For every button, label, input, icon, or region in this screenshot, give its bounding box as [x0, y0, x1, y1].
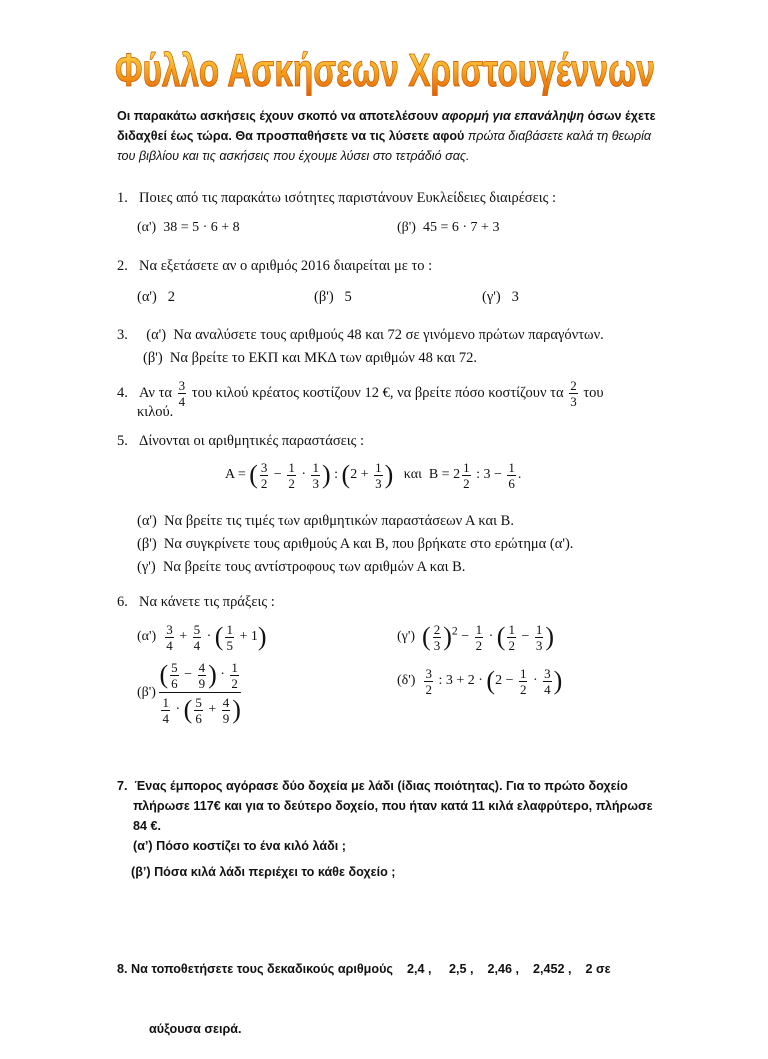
- q6-part-b: (β') ( $\frac{5}{6}$ − $\frac{4}{9}$ ) · $\frac{1}{2}$ $\frac{1}{4}$ · ( $\frac{5}{6}$ + $\frac{4}{9}$ ): [137, 659, 241, 726]
- intro-part-2: αφορμή για επανάληψη: [441, 109, 585, 123]
- question-6: [117, 594, 275, 611]
- worksheet-title: [0, 30, 768, 100]
- fraction: $\frac{3}{4}$: [178, 378, 186, 410]
- q5-part-a: (α') Να βρείτε τις τιμές των αριθμητικών παραστάσεων Α και Β.: [137, 513, 514, 529]
- question-4: 4. Αν τα $\frac{3}{4}$ του κιλού κρέατος κοστίζουν 12 €, να βρείτε πόσο κοστίζουν τα $\frac{2}{3}$ του: [117, 378, 604, 410]
- title-text: Φύλλο Ασκήσεων Χριστουγέννων: [115, 44, 655, 96]
- q6-part-a: (α') $\frac{3}{4}$ + $\frac{5}{4}$ · ( $\frac{1}{5}$ + 1): [137, 621, 267, 653]
- question-text: Ποιες από τις παρακάτω ισότητες παριστάνουν Ευκλείδειες διαιρέσεις :: [139, 190, 557, 206]
- question-text: Δίνονται οι αριθμητικές παραστάσεις :: [139, 433, 365, 449]
- question-1: [117, 190, 556, 207]
- q2-option-a: (α') 2: [137, 289, 175, 305]
- q5-part-c: (γ') Να βρείτε τους αντίστροφους των αριθμών Α και Β.: [137, 559, 466, 575]
- q7-part-a: (α’) Πόσο κοστίζει το ένα κιλό λάδι ;: [133, 839, 346, 853]
- question-number: 1.: [117, 190, 128, 206]
- question-5: [117, 433, 364, 450]
- q5-part-b: (β') Να συγκρίνετε τους αριθμούς Α και Β, που βρήκατε στο ερώτημα (α').: [137, 536, 574, 552]
- q3-part-a: Να αναλύσετε τους αριθμούς 48 και 72 σε γινόμενο πρώτων παραγόντων.: [173, 327, 604, 343]
- q2-option-b: (β') 5: [314, 289, 352, 305]
- option-expression: 38 = 5 · 6 + 8: [163, 220, 240, 235]
- question-8: 8. Να τοποθετήσετε τους δεκαδικούς αριθμούς 2,4 , 2,5 , 2,46 , 2,452 , 2 σε αύξουσα σειρά.: [117, 962, 611, 1036]
- question-number: 2.: [117, 258, 128, 274]
- q1-option-b: [397, 220, 499, 236]
- question-text: Να κάνετε τις πράξεις :: [139, 594, 275, 610]
- option-expression: 45 = 6 · 7 + 3: [422, 220, 500, 235]
- intro-part-4: πρώτα διαβάσετε καλά τη θεωρία του βιβλίου και τις ασκήσεις που έχουμε λύσει στο τετράδιό σας.: [117, 129, 652, 163]
- q6-part-d: (δ') $\frac{3}{2}$ : 3 + 2 · (2 − $\frac{1}{2}$ · $\frac{3}{4}$ ): [397, 665, 563, 697]
- question-number: 5.: [117, 433, 128, 449]
- q7-part-b: (β’) Πόσα κιλά λάδι περιέχει το κάθε δοχείο ;: [131, 865, 396, 879]
- question-number: 7.: [117, 779, 128, 793]
- question-2: [117, 258, 432, 275]
- question-7: 7. Ένας έμπορος αγόρασε δύο δοχεία με λάδι (ίδιας ποιότητας). Για το πρώτο δοχείο πλήρωσε 117€ και για το δεύτερο δοχείο, που ήταν κατά 11 κιλά ελαφρύτερο, πλήρωσε 84 €. (α’) Πόσο κοστίζει το ένα κιλό λάδι ; (β’) Πόσα κιλά λάδι περιέχει το κάθε δοχείο ;: [117, 776, 653, 882]
- option-label: (α'): [137, 220, 157, 235]
- question-number: 3.: [117, 327, 128, 343]
- q5-expressions: Α = ( $\frac{3}{2}$ − $\frac{1}{2}$ · $\frac{1}{3}$ ) : (2 + $\frac{1}{3}$ ) και Β = 2 $\frac{1}{2}$ : 3 − $\frac{1}{6}$ .: [225, 459, 522, 491]
- question-3: 3. (α') Να αναλύσετε τους αριθμούς 48 και 72 σε γινόμενο πρώτων παραγόντων.: [117, 327, 604, 343]
- q2-option-c: (γ') 3: [482, 289, 519, 305]
- question-text: Να εξετάσετε αν ο αριθμός 2016 διαιρείται με το :: [139, 258, 433, 274]
- option-label: (β'): [397, 220, 416, 235]
- q1-option-a: [137, 220, 240, 236]
- intro-part-1: Οι παρακάτω ασκήσεις έχουν σκοπό να αποτελέσουν: [117, 109, 442, 123]
- question-number: 6.: [117, 594, 128, 610]
- q3-part-b: Να βρείτε το ΕΚΠ και ΜΚΔ των αριθμών 48 και 72.: [169, 350, 477, 366]
- question-number: 4.: [117, 385, 128, 401]
- intro-part-3: όσων έχετε διδαχθεί έως τώρα. Θα προσπαθήσετε να τις λύσετε αφού: [117, 109, 656, 143]
- fraction: $\frac{2}{3}$: [570, 378, 577, 410]
- question-3b: (β') Να βρείτε το ΕΚΠ και ΜΚΔ των αριθμών 48 και 72.: [143, 350, 477, 366]
- question-4-cont: κιλού.: [137, 404, 174, 420]
- intro-paragraph: [117, 106, 657, 166]
- q6-part-c: (γ') ( $\frac{2}{3}$ )$^2$ − $\frac{1}{2}$ · ( $\frac{1}{2}$ − $\frac{1}{3}$ ): [397, 621, 555, 653]
